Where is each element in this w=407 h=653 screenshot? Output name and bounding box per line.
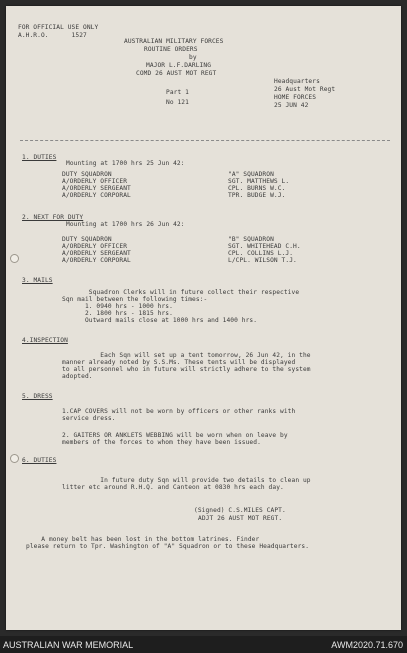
order-number: No 121 (166, 99, 189, 106)
hq-line: Headquarters (274, 78, 320, 85)
section-intro: Mounting at 1700 hrs 25 Jun 42: (66, 160, 185, 167)
section-heading: 5. DRESS (22, 393, 53, 400)
document-page (6, 6, 401, 630)
section-heading: 1. DUTIES (22, 154, 57, 161)
section-heading: 2. NEXT FOR DUTY (22, 214, 84, 221)
signature-line: ADJT 26 AUST MOT REGT. (198, 515, 283, 522)
duty-names: "A" SQUADRON SGT. MATTHEWS L. CPL. BURNS W.C. TPR. BUDGE W.J. (228, 171, 290, 199)
classification: FOR OFFICIAL USE ONLY (18, 24, 99, 31)
title-line: by (189, 54, 197, 61)
section-body: Squadron Clerks will in future collect their respective Sqn mail between the following times:- 1. 0940 hrs - 1000 hrs. 2. 1800 hrs - 1815 hrs. Outward mails close at 1000 hrs and 1400 hrs. (62, 289, 300, 324)
binder-hole (10, 454, 19, 463)
hq-line: HOME FORCES (274, 94, 317, 101)
section-body: Each Sqn will set up a tent tomorrow, 26 Jun 42, in the manner already noted by S.S.Ms. These tents will be displayed to all personnel who in future will strictly adhere to the system adopted. (62, 352, 311, 380)
section-heading: 3. MAILS (22, 277, 53, 284)
hq-line: 26 Aust Mot Regt (274, 86, 336, 93)
section-paragraph: 1.CAP COVERS will not be worn by officers or other ranks with service dress. (62, 408, 296, 422)
commander-name: MAJOR L.F.DARLING (146, 62, 212, 69)
lost-property-notice: A money belt has been lost in the bottom latrines. Finder please return to Tpr. Washington of "A" Squadron or to these Headquarters. (26, 536, 310, 550)
commander-unit: COMD 26 AUST MOT REGT (136, 70, 217, 77)
footer-source: AUSTRALIAN WAR MEMORIAL (3, 640, 134, 650)
section-paragraph: 2. GAITERS OR ANKLETS WEBBING will be worn when on leave by members of the forces to whom they have been issued. (62, 432, 288, 446)
section-body: In future duty Sqn will provide two details to clean up litter etc around R.H.Q. and Canteon at 0830 hrs each day. (62, 477, 311, 491)
archive-footer (0, 636, 407, 653)
section-heading: 6. DUTIES (22, 457, 57, 464)
section-heading: 4.INSPECTION (22, 337, 68, 344)
duty-names: "B" SQUADRON SGT. WHITEHEAD C.H. CPL. COLLINS L.J. L/CPL. WILSON T.J. (228, 236, 301, 264)
title-line: ROUTINE ORDERS (144, 46, 198, 53)
binder-hole (10, 254, 19, 263)
section-intro: Mounting at 1700 hrs 26 Jun 42: (66, 221, 185, 228)
duty-roles: DUTY SQUADRON A/ORDERLY OFFICER A/ORDERLY SERGEANT A/ORDERLY CORPORAL (62, 171, 131, 199)
signature-line: (Signed) C.S.MILES CAPT. (194, 507, 286, 514)
footer-accession: AWM2020.71.670 (331, 640, 403, 650)
separator-line (20, 140, 390, 141)
reference: A.H.R.O. 1527 (18, 32, 87, 39)
title-line: AUSTRALIAN MILITARY FORCES (124, 38, 224, 45)
hq-date: 25 JUN 42 (274, 102, 309, 109)
part-number: Part 1 (166, 89, 189, 96)
duty-roles: DUTY SQUADRON A/ORDERLY OFFICER A/ORDERLY SERGEANT A/ORDERLY CORPORAL (62, 236, 131, 264)
